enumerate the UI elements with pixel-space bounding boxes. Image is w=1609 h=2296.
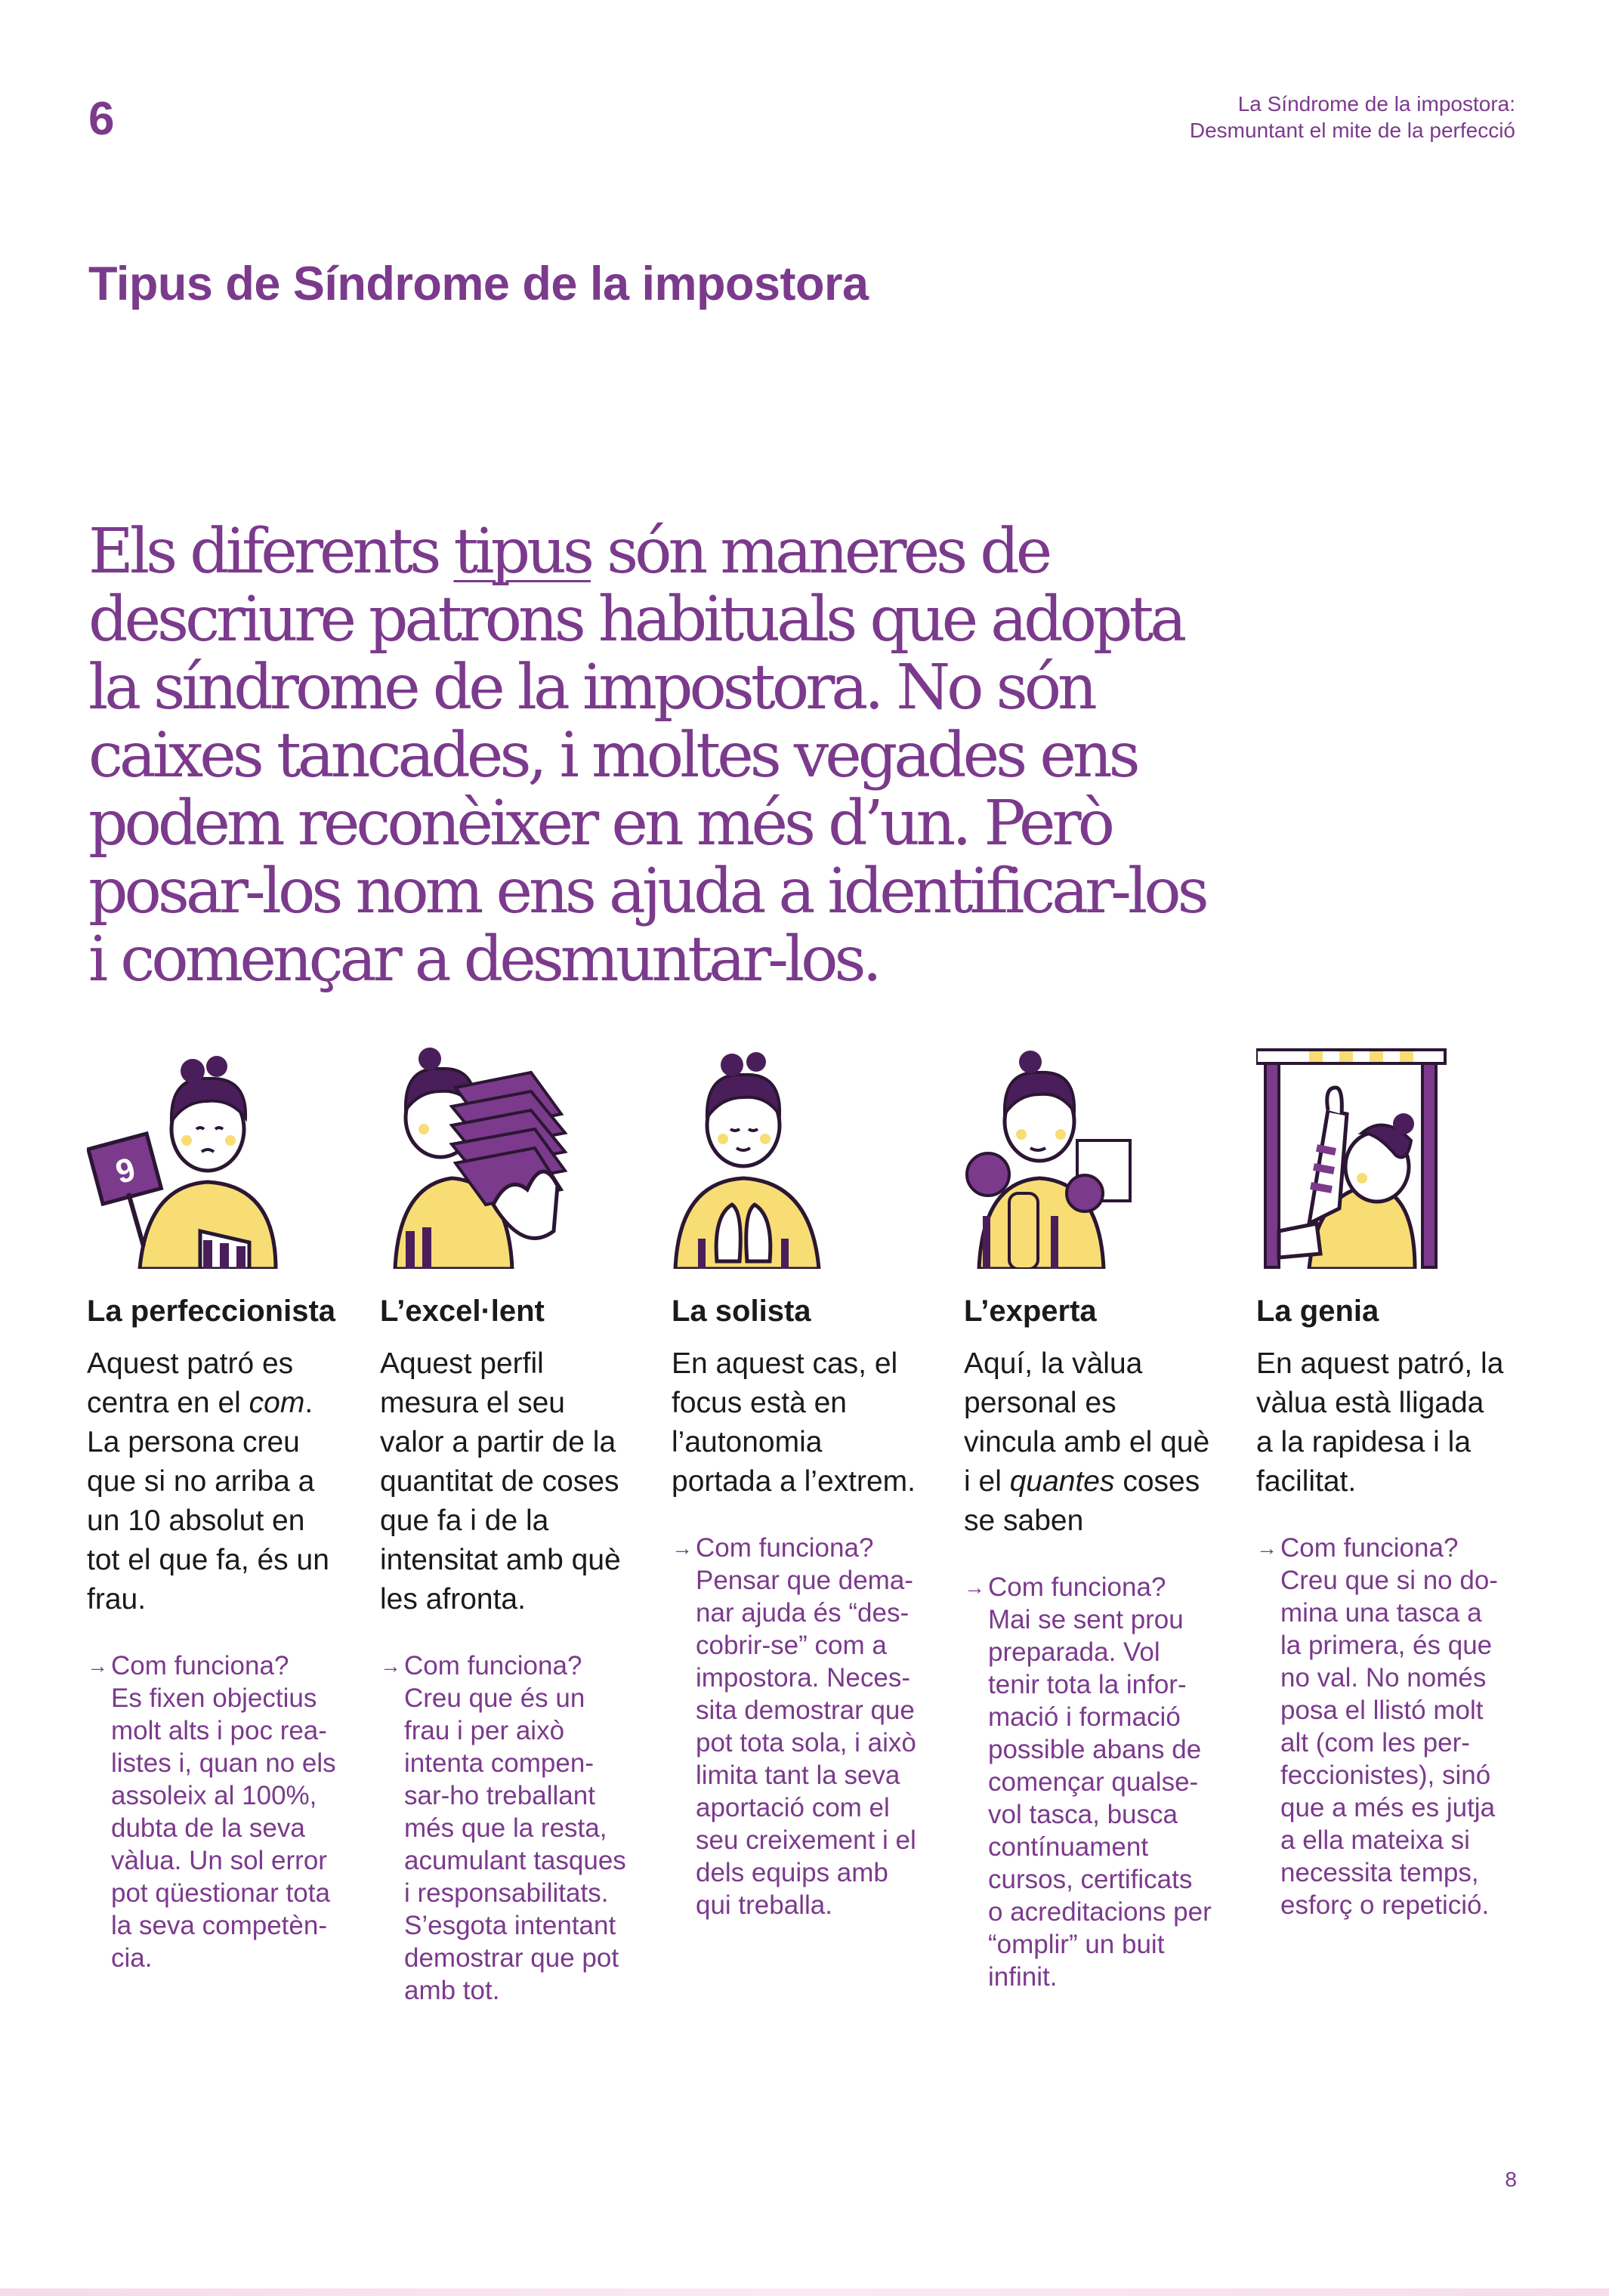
type-description — [1256, 1344, 1506, 1501]
type-column-perfectionist — [87, 1042, 336, 1974]
how-it-works-label: Com funciona? — [111, 1651, 289, 1680]
section-title: Tipus de Síndrome de la impostora — [88, 258, 869, 310]
how-it-works-heading — [380, 1649, 629, 1682]
perfectionist-illustration — [87, 1042, 283, 1269]
type-title: La solista — [672, 1295, 811, 1328]
lead-text-after: són maneres de descriure patrons habituals que adopta la síndrome de la impostora. No són caixes tancades, i moltes vegades ens podem reconèixer en més d’un. Però posar-los nom ens ajuda a identificar-los i començar a desmuntar-los. — [88, 516, 1206, 995]
running-title-line-1: La Síndrome de la impostora: — [1237, 92, 1515, 116]
running-title-line-2: Desmuntant el mite de la perfecció — [1189, 119, 1515, 142]
type-title: La perfeccionista — [87, 1295, 336, 1328]
how-it-works-heading — [1256, 1532, 1506, 1564]
arrow-right-icon: → — [1256, 1536, 1277, 1560]
arrow-right-icon: → — [964, 1575, 985, 1599]
how-it-works-heading — [964, 1571, 1213, 1603]
expert-illustration — [964, 1042, 1160, 1269]
how-it-works-heading — [672, 1532, 921, 1564]
how-it-works-text: Creu que és un frau i per això intenta compen-sar-ho treballant més que la resta, acumulant tasques i responsabilitats. S’esgota intentant demostrar que pot amb tot. — [404, 1683, 626, 2005]
description-emphasis: com — [249, 1387, 305, 1419]
type-description — [964, 1344, 1213, 1541]
description-emphasis: quantes — [1009, 1465, 1115, 1498]
description-part-1: Aquest patró es centra en el — [87, 1347, 294, 1419]
type-column-expert — [964, 1042, 1213, 1993]
how-it-works — [964, 1571, 1213, 1993]
type-column-soloist — [672, 1042, 921, 1921]
type-title: L’excel·lent — [380, 1295, 545, 1328]
description-part-2: . La persona creu que si no arriba a un 10 absolut en tot el que fa, és un frau. — [87, 1387, 329, 1616]
type-title: L’experta — [964, 1295, 1097, 1328]
how-it-works-label: Com funciona? — [988, 1572, 1166, 1602]
type-description — [380, 1344, 629, 1619]
arrow-right-icon: → — [380, 1654, 401, 1677]
type-column-excellent — [380, 1042, 629, 2007]
how-it-works-label: Com funciona? — [404, 1651, 582, 1680]
type-description — [87, 1344, 336, 1619]
running-header — [1190, 91, 1515, 144]
how-it-works-text: Pensar que dema-nar ajuda és “des-cobrir-se” com a impostora. Neces-sita demostrar que pot tota sola, i això limita tant la seva aportació com el seu creixement i el dels equips amb qui treballa. — [696, 1566, 916, 1920]
description-part-1: Aquí, la vàlua personal es vincula amb el què i el — [964, 1347, 1210, 1498]
how-it-works-label: Com funciona? — [696, 1533, 874, 1563]
lead-paragraph — [88, 518, 1221, 994]
description-part-2: coses se saben — [964, 1465, 1200, 1537]
genius-illustration — [1256, 1042, 1453, 1269]
bottom-decorative-strip — [0, 2288, 1609, 2296]
arrow-right-icon: → — [672, 1536, 693, 1560]
how-it-works — [672, 1532, 921, 1921]
type-column-genius — [1256, 1042, 1506, 1921]
how-it-works — [380, 1649, 629, 2007]
description-part-1: En aquest patró, la vàlua està lligada a la rapidesa i la facilitat. — [1256, 1347, 1504, 1498]
how-it-works-text: Es fixen objectius molt alts i poc rea-listes i, quan no els assoleix al 100%, dubta de la seva vàlua. Un sol error pot qüestionar tota la seva competèn-cia. — [111, 1683, 336, 1973]
how-it-works-heading — [87, 1649, 336, 1682]
type-title: La genia — [1256, 1295, 1379, 1328]
description-part-1: En aquest cas, el focus està en l’autonomia portada a l’extrem. — [672, 1347, 916, 1498]
arrow-right-icon: → — [87, 1654, 108, 1677]
description-part-1: Aquest perfil mesura el seu valor a partir de la quantitat de coses que fa i de la intensitat amb què les afronta. — [380, 1347, 621, 1616]
type-description — [672, 1344, 921, 1501]
how-it-works-text: Mai se sent prou preparada. Vol tenir tota la infor-mació i formació possible abans de començar qualse-vol tasca, busca contínuament cursos, certificats o acreditacions per “omplir” un buit infinit. — [988, 1605, 1212, 1992]
how-it-works-text: Creu que si no do-mina una tasca a la primera, és que no val. No només posa el llistó molt alt (com les per-feccionistes), sinó que a més es jutja a ella mateixa si necessita temps, esforç o repetició. — [1280, 1566, 1498, 1920]
how-it-works — [1256, 1532, 1506, 1921]
svg-text:9: 9 — [111, 1150, 140, 1192]
lead-underlined-word: tipus — [453, 516, 591, 588]
page-number: 8 — [1505, 2168, 1517, 2191]
how-it-works — [87, 1649, 336, 1974]
excellent-illustration — [380, 1042, 576, 1269]
chapter-number: 6 — [88, 93, 115, 145]
how-it-works-label: Com funciona? — [1280, 1533, 1459, 1563]
soloist-illustration — [672, 1042, 868, 1269]
lead-text-before: Els diferents — [88, 516, 454, 588]
